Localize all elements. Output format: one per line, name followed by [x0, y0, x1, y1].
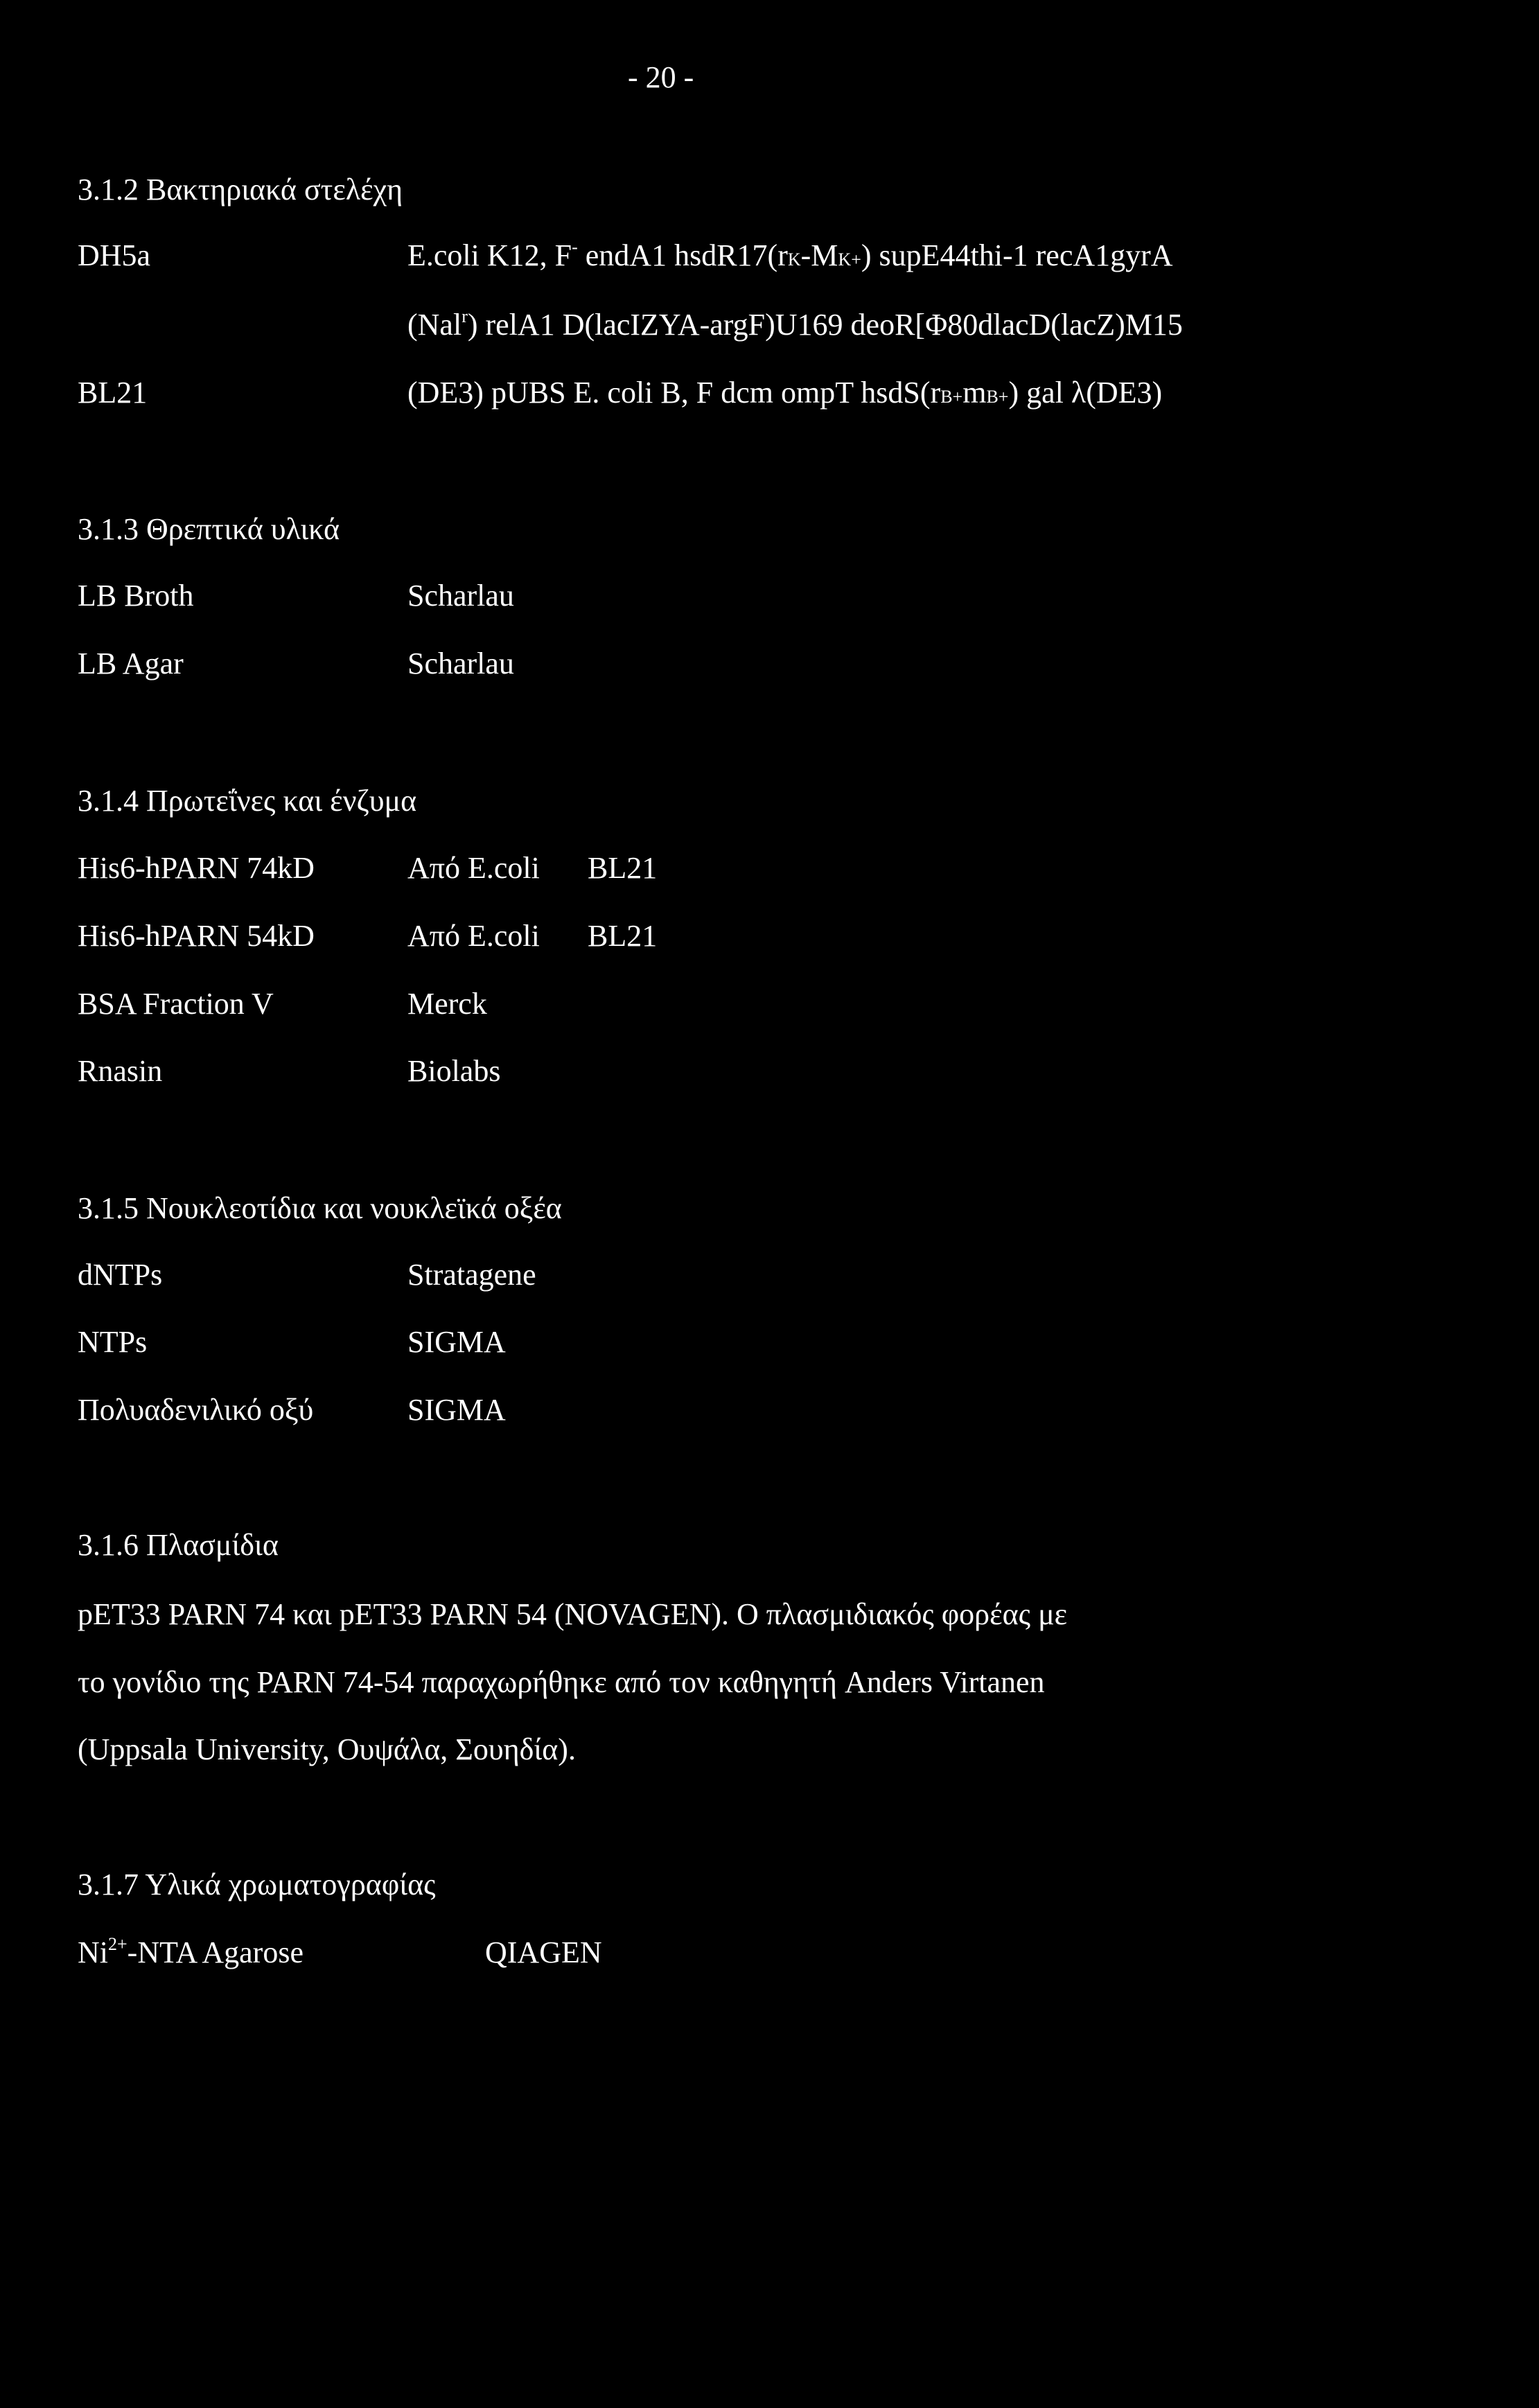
section-heading-3-1-2: 3.1.2 Βακτηριακά στελέχη [78, 173, 403, 206]
row-source: Biolabs [407, 1054, 501, 1088]
strain-bl21-genotype: (DE3) pUBS E. coli B, F dcm ompT hsdS(rB+mB+) gal λ(DE3) [407, 376, 1163, 410]
row-source: SIGMA [407, 1393, 506, 1427]
paragraph-line: το γονίδιο της PARN 74-54 παραχωρήθηκε από τον καθηγητή Anders Virtanen [78, 1665, 1045, 1699]
section-heading-3-1-7: 3.1.7 Υλικά χρωματογραφίας [78, 1867, 436, 1901]
row-name: Rnasin [78, 1054, 163, 1088]
paragraph-line: (Uppsala University, Ουψάλα, Σουηδία). [78, 1732, 576, 1766]
row-strain: BL21 [588, 851, 658, 885]
strain-dh5a-name: DH5a [78, 238, 151, 272]
row-name: dNTPs [78, 1258, 163, 1292]
row-source: Από E.coli [407, 851, 540, 885]
row-name: LB Agar [78, 647, 184, 680]
strain-dh5a-genotype-line1: E.coli K12, F- endA1 hsdR17(rK-MK+) supE44thi-1 recA1gyrA [407, 237, 1173, 272]
row-source: QIAGEN [485, 1935, 602, 1969]
row-name: His6-hPARN 54kD [78, 919, 315, 953]
row-source: Merck [407, 987, 487, 1021]
section-heading-3-1-4: 3.1.4 Πρωτεΐνες και ένζυμα [78, 784, 417, 818]
page-number: - 20 - [628, 60, 694, 94]
section-heading-3-1-5: 3.1.5 Νουκλεοτίδια και νουκλεϊκά οξέα [78, 1191, 562, 1225]
row-source: Από E.coli [407, 919, 540, 953]
row-name: NTPs [78, 1325, 148, 1359]
strain-bl21-name: BL21 [78, 376, 148, 410]
row-source: Stratagene [407, 1258, 536, 1292]
section-heading-3-1-3: 3.1.3 Θρεπτικά υλικά [78, 512, 340, 546]
row-source: Scharlau [407, 579, 514, 613]
row-source: SIGMA [407, 1325, 506, 1359]
row-name: Πολυαδενιλικό οξύ [78, 1393, 314, 1427]
row-strain: BL21 [588, 919, 658, 953]
row-name: $Ni^{2+}$-NTA Agarose [78, 1934, 304, 1969]
row-name: LB Broth [78, 579, 194, 613]
row-source: Scharlau [407, 647, 514, 680]
strain-dh5a-genotype-line2: (Nal$^r$) relA1 D(lacIZYA-argF)U169 deoR[Φ80dlacD(lacZ)M15 [407, 306, 1183, 342]
section-heading-3-1-6: 3.1.6 Πλασμίδια [78, 1528, 279, 1562]
paragraph-line: pET33 PARN 74 και pET33 PARN 54 (NOVAGEN). Ο πλασμιδιακός φορέας με [78, 1597, 1068, 1631]
row-name: BSA Fraction V [78, 987, 274, 1021]
row-name: His6-hPARN 74kD [78, 851, 315, 885]
